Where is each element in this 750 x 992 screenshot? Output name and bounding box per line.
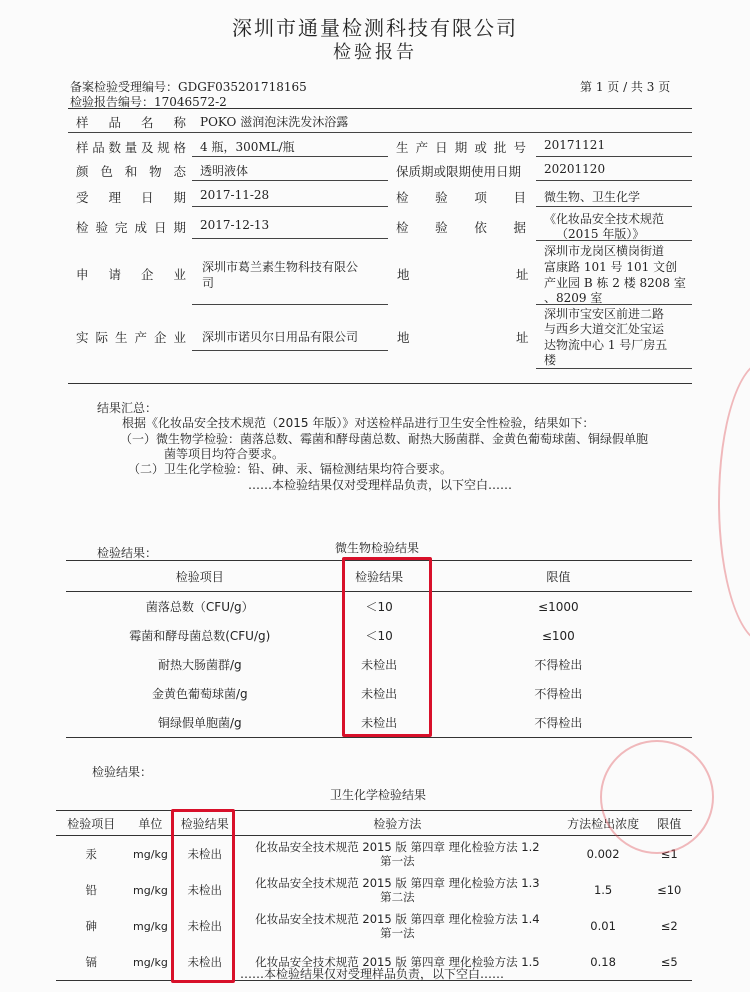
row-rule bbox=[192, 156, 388, 157]
row-rule bbox=[68, 132, 692, 133]
basis-line-2: （2015 年版）》 bbox=[556, 227, 645, 241]
chem-detect-limit: 1.5 bbox=[593, 883, 613, 897]
applicant-label: 申请企业 bbox=[76, 267, 186, 282]
chem-limit: ≤10 bbox=[657, 883, 682, 897]
micro-result: ＜10 bbox=[365, 629, 393, 643]
micro-result: ＜10 bbox=[365, 600, 393, 614]
chem-header: 检验结果 bbox=[174, 811, 235, 836]
micro-header: 检验项目 bbox=[66, 561, 334, 592]
complete-date: 2017-12-13 bbox=[200, 218, 270, 232]
micro-item: 菌落总数（CFU/g） bbox=[145, 600, 254, 614]
row-rule bbox=[536, 368, 692, 369]
test-items: 微生物、卫生化学 bbox=[544, 190, 641, 204]
maker-label: 实际生产企业 bbox=[76, 330, 186, 345]
micro-item: 金黄色葡萄球菌/g bbox=[151, 687, 248, 701]
applicant-addr-3: 产业园 B 栋 2 楼 8208 室 bbox=[544, 276, 686, 290]
chem-header-row bbox=[56, 811, 692, 836]
maker-addr-3: 达物流中心 1 号厂房五 bbox=[544, 338, 668, 352]
prod-date: 20171121 bbox=[544, 138, 606, 152]
page-indicator: 第 1 页 / 共 3 页 bbox=[580, 80, 671, 94]
micro-result: 未检出 bbox=[361, 716, 398, 730]
micro-limit: ≤100 bbox=[541, 628, 575, 643]
chem-footer-note: ……本检验结果仅对受理样品负责，以下空白…… bbox=[240, 967, 505, 981]
row-rule bbox=[536, 156, 692, 157]
sample-qty: 4 瓶，300ML/瓶 bbox=[200, 140, 295, 154]
report-title: 检验报告 bbox=[333, 42, 417, 63]
filing-number: 备案检验受理编号：GDGF035201718165 bbox=[70, 80, 307, 94]
chem-header: 限值 bbox=[646, 811, 692, 836]
row-rule bbox=[536, 206, 692, 207]
row-rule bbox=[536, 180, 692, 181]
chem-header: 检验项目 bbox=[56, 811, 127, 836]
applicant-line-2: 司 bbox=[202, 276, 215, 290]
chem-method-sub: 第一法 bbox=[380, 926, 415, 940]
addr-label-b: 址 bbox=[516, 267, 529, 282]
chem-item: 汞 bbox=[85, 847, 98, 861]
summary-line-2: （一）微生物学检验：菌落总数、霉菌和酵母菌总数、耐热大肠菌群、金黄色葡萄球菌、铜绿假单胞 bbox=[120, 432, 649, 446]
maker-name: 深圳市诺贝尔日用品有限公司 bbox=[202, 330, 359, 344]
chem-result: 未检出 bbox=[187, 883, 222, 897]
chem-detect-limit: 0.002 bbox=[586, 847, 620, 861]
addr-label-a: 地 bbox=[397, 267, 410, 282]
summary-line-4: （二）卫生化学检验：铅、砷、汞、镉检测结果均符合要求。 bbox=[128, 462, 453, 476]
micro-header: 限值 bbox=[425, 561, 692, 592]
prod-date-label: 生产日期或批号 bbox=[396, 140, 526, 155]
chem-limit: ≤2 bbox=[660, 919, 678, 933]
row-rule bbox=[192, 304, 388, 305]
chem-item: 镉 bbox=[85, 955, 98, 969]
sample-name: POKO 滋润泡沫洗发沐浴露 bbox=[200, 115, 349, 129]
chem-detect-limit: 0.18 bbox=[590, 955, 616, 969]
top-rule bbox=[68, 108, 692, 109]
expiry-label: 保质期或限期使用日期 bbox=[396, 164, 522, 179]
expiry-date: 20201120 bbox=[544, 162, 606, 176]
micro-result: 未检出 bbox=[361, 687, 398, 701]
row-rule bbox=[192, 238, 388, 239]
table-row bbox=[56, 836, 692, 873]
chem-limit: ≤1 bbox=[660, 847, 678, 861]
basis-line-1: 《化妆品安全技术规范 bbox=[544, 212, 665, 226]
applicant-addr-4: 、8209 室 bbox=[544, 291, 603, 305]
chem-method: 化妆品安全技术规范 2015 版 第四章 理化检验方法 1.2 bbox=[255, 840, 540, 854]
row-rule bbox=[192, 180, 388, 181]
sample-name-label: 样品名称 bbox=[76, 115, 186, 130]
chem-table-title: 卫生化学检验结果 bbox=[330, 788, 427, 802]
micro-table-title: 微生物检验结果 bbox=[335, 541, 420, 555]
micro-limit: 不得检出 bbox=[534, 658, 583, 672]
applicant-addr-2: 富康路 101 号 101 文创 bbox=[544, 260, 678, 274]
info-bottom-rule bbox=[68, 383, 692, 384]
micro-limit: 不得检出 bbox=[534, 716, 583, 730]
summary-line-5: ……本检验结果仅对受理样品负责，以下空白…… bbox=[248, 478, 513, 492]
chem-header: 单位 bbox=[127, 811, 175, 836]
chem-result: 未检出 bbox=[187, 955, 222, 969]
chem-limit: ≤5 bbox=[660, 955, 678, 969]
chem-header: 方法检出浓度 bbox=[560, 811, 647, 836]
maker-addr-2: 与西乡大道交汇处宝运 bbox=[544, 322, 665, 336]
chem-result: 未检出 bbox=[187, 919, 222, 933]
receive-label: 受理日期 bbox=[76, 190, 186, 205]
basis-label: 检验依据 bbox=[396, 220, 526, 235]
chem-detect-limit: 0.01 bbox=[590, 919, 616, 933]
summary-heading: 结果汇总： bbox=[97, 401, 158, 415]
row-rule bbox=[536, 240, 692, 241]
chem-method: 化妆品安全技术规范 2015 版 第四章 理化检验方法 1.3 bbox=[255, 876, 540, 890]
micro-result-highlight bbox=[342, 557, 432, 737]
chem-unit: mg/kg bbox=[133, 883, 168, 897]
table-row bbox=[56, 872, 692, 908]
chem-method-sub: 第二法 bbox=[380, 890, 415, 904]
chem-results-label: 检验结果： bbox=[92, 765, 153, 779]
stamp-seal bbox=[718, 360, 750, 644]
chem-result: 未检出 bbox=[187, 847, 222, 861]
complete-label: 检验完成日期 bbox=[76, 220, 186, 235]
chem-item: 砷 bbox=[85, 919, 98, 933]
micro-item: 霉菌和酵母菌总数(CFU/g) bbox=[129, 629, 271, 643]
maker-addr-4: 楼 bbox=[544, 353, 557, 367]
stamp-seal bbox=[600, 740, 714, 854]
items-label: 检验项目 bbox=[396, 190, 526, 205]
micro-result: 未检出 bbox=[361, 658, 398, 672]
summary-line-1: 根据《化妆品安全技术规范（2015 年版）》对送检样品进行卫生安全性检验，结果如下： bbox=[122, 416, 595, 430]
chem-method-sub: 第一法 bbox=[380, 854, 415, 868]
company-name: 深圳市通量检测科技有限公司 bbox=[232, 16, 518, 40]
row-rule bbox=[192, 350, 388, 351]
chem-result-highlight bbox=[171, 809, 235, 983]
micro-item: 铜绿假单胞菌/g bbox=[157, 716, 242, 730]
table-row bbox=[56, 908, 692, 944]
summary-line-3: 菌等项目均符合要求。 bbox=[164, 447, 285, 461]
chem-item: 铅 bbox=[85, 883, 98, 897]
applicant-line-1: 深圳市葛兰素生物科技有限公 bbox=[202, 260, 359, 274]
micro-header: 检验结果 bbox=[334, 561, 425, 592]
micro-limit: ≤1000 bbox=[538, 599, 579, 614]
chem-unit: mg/kg bbox=[133, 847, 168, 861]
micro-item: 耐热大肠菌群/g bbox=[157, 658, 242, 672]
chem-unit: mg/kg bbox=[133, 919, 168, 933]
maker-addr-label-b: 址 bbox=[516, 330, 529, 345]
maker-addr-1: 深圳市宝安区前进二路 bbox=[544, 307, 665, 321]
chem-header: 检验方法 bbox=[235, 811, 560, 836]
chem-unit: mg/kg bbox=[133, 955, 168, 969]
receive-date: 2017-11-28 bbox=[200, 188, 270, 202]
chem-method: 化妆品安全技术规范 2015 版 第四章 理化检验方法 1.4 bbox=[255, 912, 540, 926]
micro-results-label: 检验结果： bbox=[97, 546, 158, 560]
report-number: 检验报告编号：17046572-2 bbox=[70, 95, 227, 109]
qty-label: 样品数量及规格 bbox=[76, 140, 186, 155]
row-rule bbox=[192, 206, 388, 207]
color-state: 透明液体 bbox=[200, 164, 249, 178]
chem-method: 化妆品安全技术规范 2015 版 第四章 理化检验方法 1.5 bbox=[255, 955, 540, 969]
applicant-addr-1: 深圳市龙岗区横岗街道 bbox=[544, 244, 665, 258]
micro-limit: 不得检出 bbox=[534, 687, 583, 701]
color-label: 颜色和物态 bbox=[76, 164, 186, 179]
chem-table bbox=[56, 810, 692, 981]
maker-addr-label-a: 地 bbox=[397, 330, 410, 345]
